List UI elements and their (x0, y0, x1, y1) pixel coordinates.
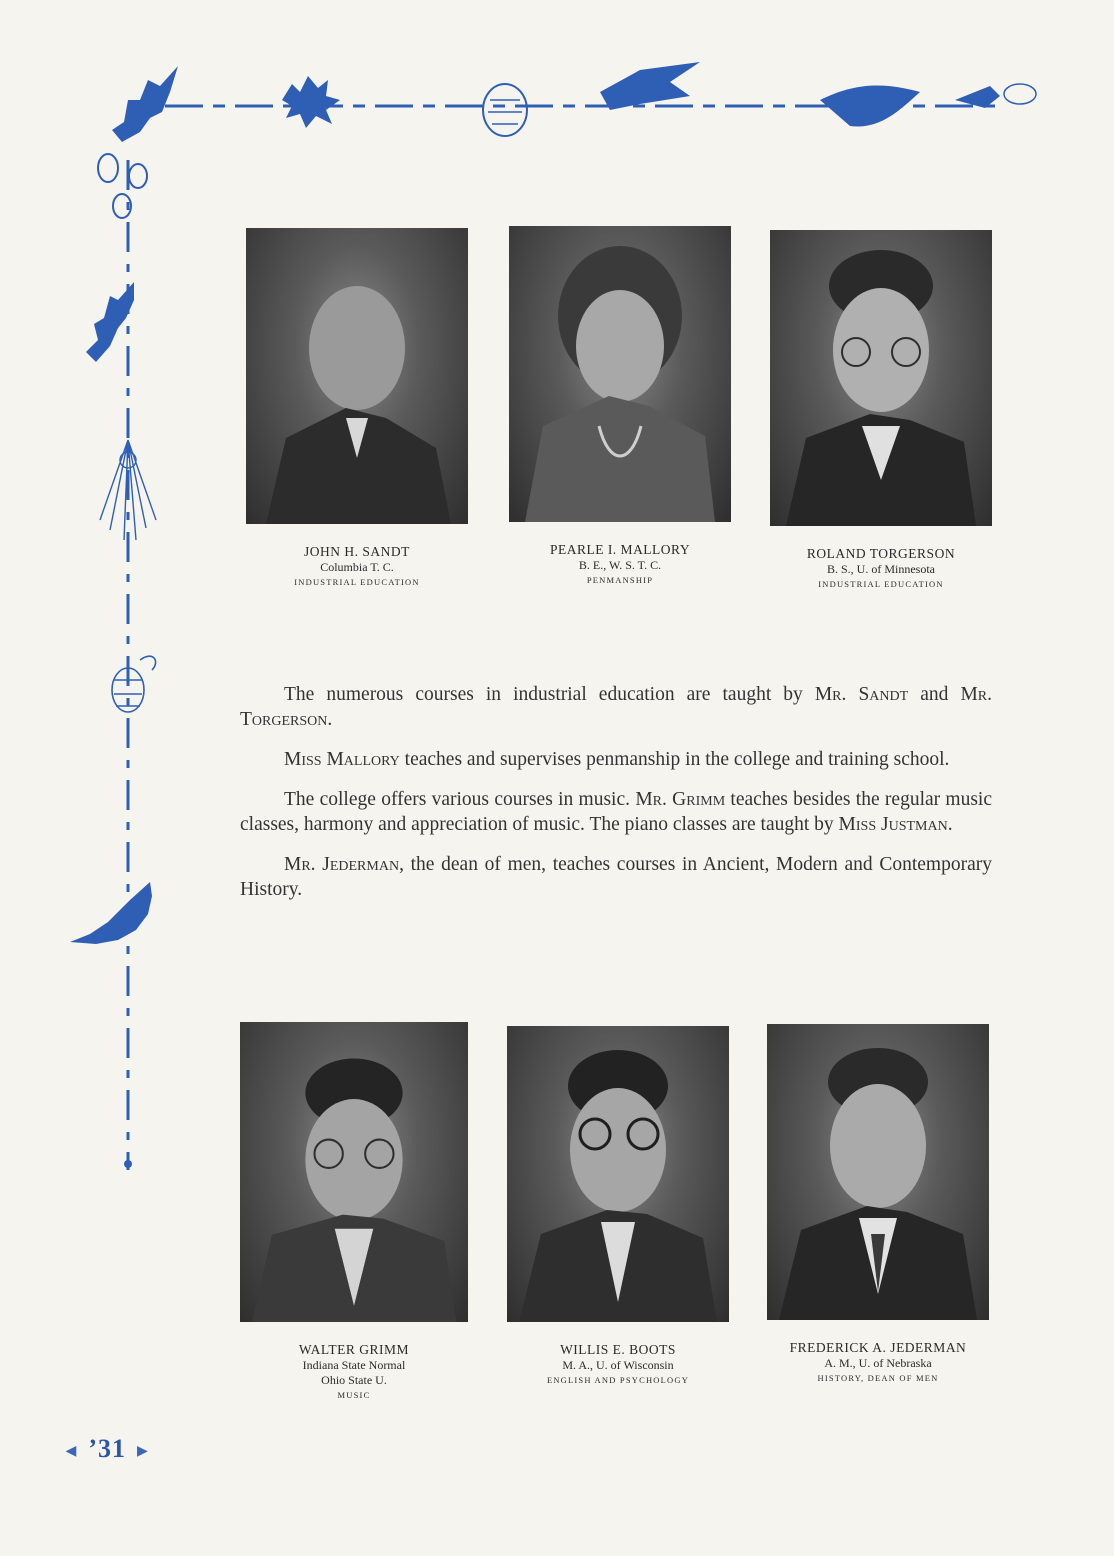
faculty-subject: INDUSTRIAL EDUCATION (294, 577, 420, 587)
faculty-subject: HISTORY, DEAN OF MEN (817, 1373, 939, 1383)
paragraph: The college offers various courses in music. Mr. Grimm teaches besides the regular music classes, harmony and appreciation of music. The piano classes are taught by Miss Justman. (240, 789, 993, 835)
right-ornament-icon: ► (133, 1440, 153, 1461)
paragraph: Miss Mallory teaches and supervises penmanship in the college and training school. (284, 749, 950, 770)
faculty-name: ROLAND TORGERSON (806, 546, 956, 561)
acorn-icon (98, 154, 147, 218)
folio-year: ’31 (88, 1434, 126, 1463)
paragraph: The numerous courses in industrial education are taught by Mr. Sandt and Mr. Torgerson. (240, 684, 993, 730)
faculty-degree: B. S., U. of Minnesota (827, 562, 935, 576)
page-folio (62, 1434, 152, 1464)
faculty-card-boots (488, 1026, 748, 1387)
portrait-photo (509, 226, 731, 522)
portrait-photo (240, 1022, 468, 1322)
faculty-name: WILLIS E. BOOTS (560, 1342, 676, 1357)
faculty-subject: INDUSTRIAL EDUCATION (818, 579, 944, 589)
faculty-card-jederman (748, 1024, 1008, 1385)
faculty-card-torgerson (751, 230, 1011, 591)
faculty-degree: Ohio State U. (321, 1373, 387, 1387)
faculty-degree: B. E., W. S. T. C. (578, 558, 662, 572)
faculty-name: FREDERICK A. JEDERMAN (789, 1340, 967, 1355)
faculty-degree: Indiana State Normal (302, 1358, 406, 1372)
paragraph: Mr. Jederman, the dean of men, teaches courses in Ancient, Modern and Contemporary History. (240, 854, 992, 900)
portrait-photo (767, 1024, 989, 1320)
faculty-card-sandt (227, 228, 487, 589)
holly-leaf-icon (112, 66, 178, 142)
faculty-subject: MUSIC (337, 1390, 371, 1400)
faculty-degree: Columbia T. C. (320, 560, 394, 574)
faculty-name: WALTER GRIMM (298, 1342, 410, 1357)
portrait-photo (507, 1026, 729, 1322)
faculty-degree: A. M., U. of Nebraska (824, 1356, 932, 1370)
faculty-subject: ENGLISH AND PSYCHOLOGY (546, 1375, 690, 1385)
left-ornament-icon: ◄ (62, 1440, 81, 1461)
faculty-card-grimm (224, 1022, 484, 1402)
faculty-degree: M. A., U. of Wisconsin (562, 1358, 674, 1372)
faculty-card-mallory (490, 226, 750, 587)
faculty-name: PEARLE I. MALLORY (549, 542, 691, 557)
oak-leaf-icon (282, 76, 340, 128)
body-text (240, 682, 992, 917)
portrait-photo (770, 230, 992, 526)
faculty-subject: PENMANSHIP (586, 575, 654, 585)
faculty-name: JOHN H. SANDT (304, 544, 410, 559)
portrait-photo (246, 228, 468, 524)
pinecone-icon (483, 84, 527, 136)
